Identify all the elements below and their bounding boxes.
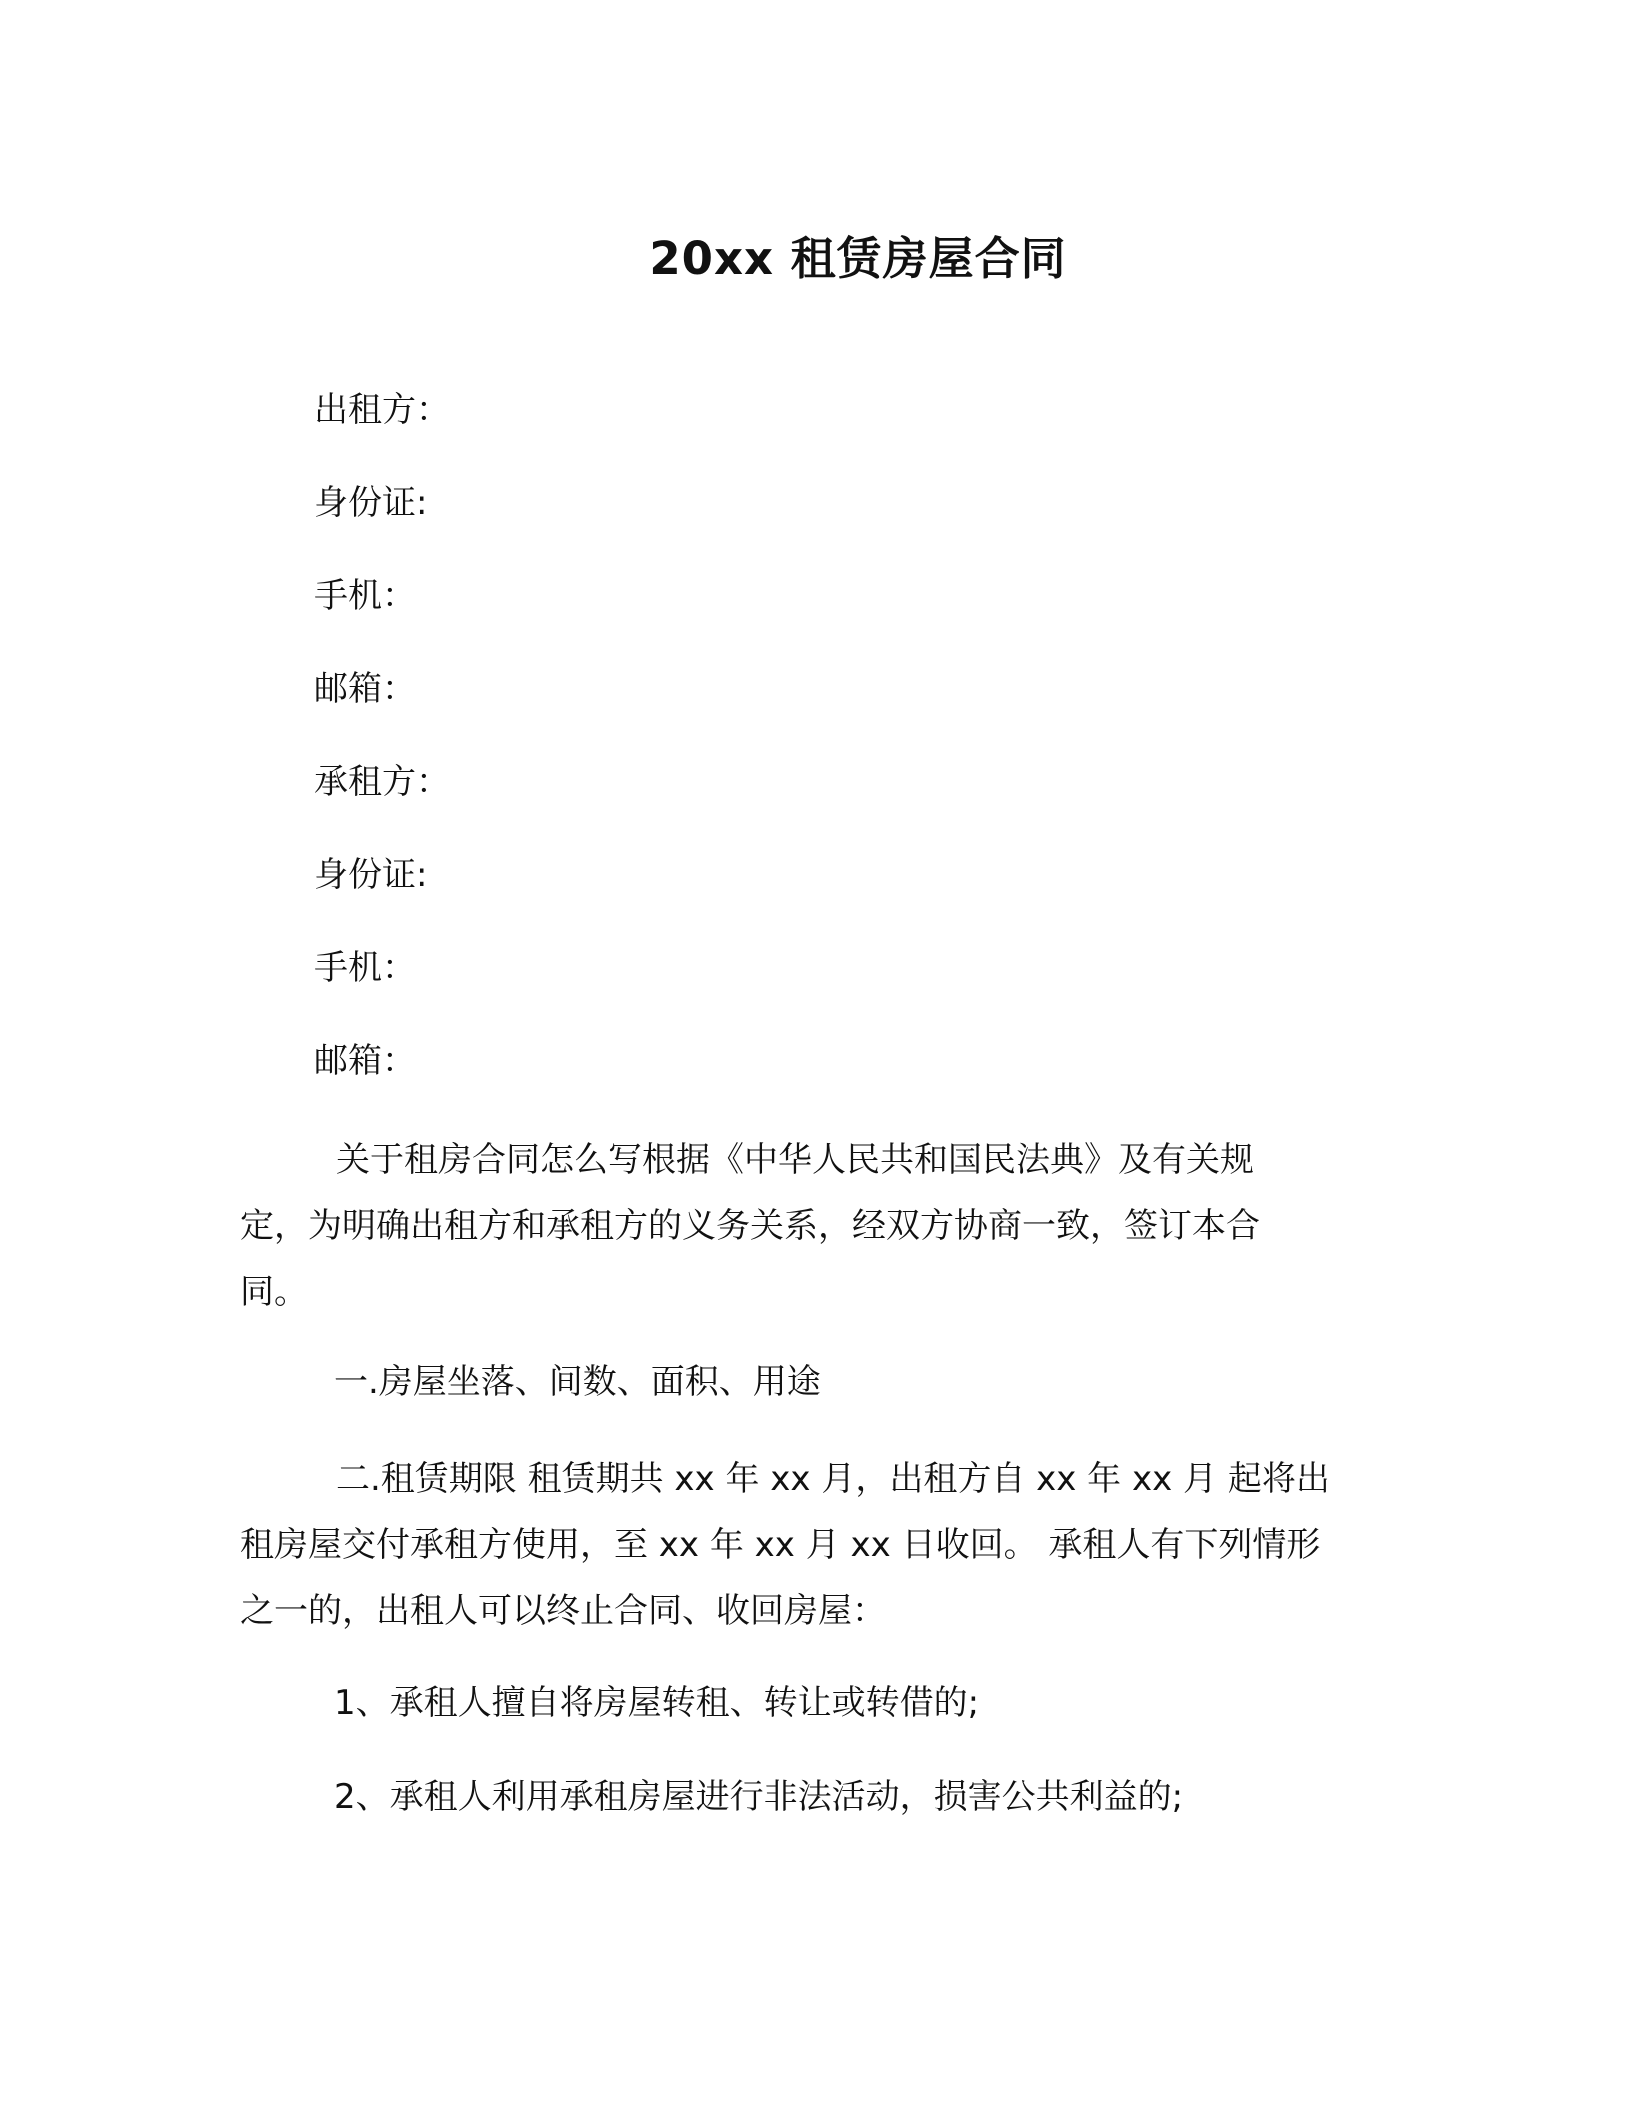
lease-term-paragraph — [240, 1446, 1390, 1644]
intro-line: 定，为明确出租方和承租方的义务关系，经双方协商一致，签订本合 — [240, 1206, 1260, 1246]
document-title: 20xx 租赁房屋合同 — [649, 232, 1067, 285]
section-heading-location: 一.房屋坐落、间数、面积、用途 — [334, 1362, 821, 1402]
lessor-phone-label: 手机： — [314, 576, 416, 616]
intro-line: 同。 — [240, 1272, 308, 1312]
lessee-id-label: 身份证: — [314, 855, 428, 895]
lease-term-line: 之一的，出租人可以终止合同、收回房屋： — [240, 1591, 886, 1631]
lease-term-line: 二.租赁期限 租赁期共 xx 年 xx 月，出租方自 xx 年 xx 月 起将出 — [336, 1459, 1330, 1499]
list-item: 1、承租人擅自将房屋转租、转让或转借的; — [334, 1683, 980, 1723]
list-item: 2、承租人利用承租房屋进行非法活动，损害公共利益的; — [334, 1777, 1184, 1817]
intro-line: 关于租房合同怎么写根据《中华人民共和国民法典》及有关规 — [336, 1140, 1254, 1180]
lessor-id-label: 身份证: — [314, 483, 428, 523]
lessee-name-label: 承租方： — [314, 762, 450, 802]
lease-term-line: 租房屋交付承租方使用，至 xx 年 xx 月 xx 日收回。 承租人有下列情形 — [240, 1525, 1321, 1565]
lessee-email-label: 邮箱： — [314, 1041, 416, 1081]
lessee-phone-label: 手机： — [314, 948, 416, 988]
lessor-name-label: 出租方： — [314, 390, 450, 430]
lessor-email-label: 邮箱： — [314, 669, 416, 709]
intro-paragraph — [240, 1127, 1390, 1325]
